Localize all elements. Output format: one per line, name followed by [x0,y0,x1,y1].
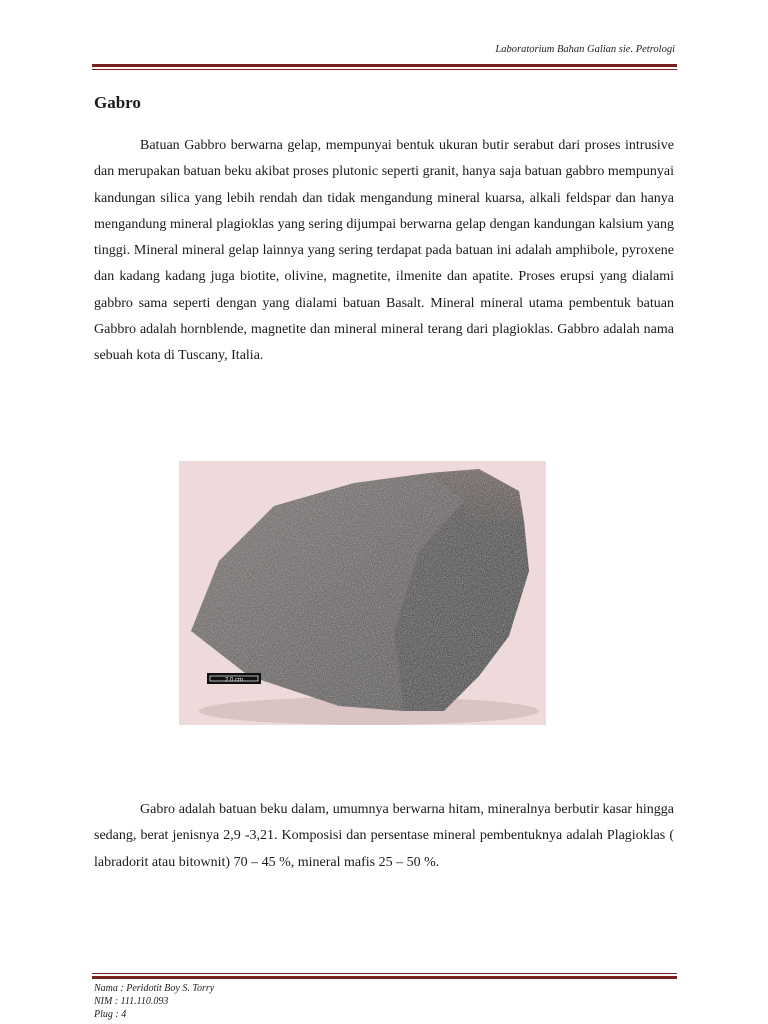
paragraph-composition: Gabro adalah batuan beku dalam, umumnya berwarna hitam, mineralnya berbutir kasar hingga sedang, berat jenisnya 2,9 -3,21. Komposisi dan persentase mineral pembentuknya adalah Plagioklas ( labradorit atau bitownit) 70 – 45 %, mineral mafis 25 – 50 %. [94,802,674,870]
footer-rule-thick [92,976,677,979]
scale-bar-label: 2.0 cm [224,677,244,684]
header-text: Laboratorium Bahan Galian sie. Petrologi [495,44,675,55]
footer-name: Nama : Peridotit Boy S. Torry [94,983,215,994]
header-rule-thin [92,69,677,70]
rock-image [179,461,546,725]
paragraph-intro: Batuan Gabbro berwarna gelap, mempunyai bentuk ukuran butir serabut dari proses intrusive dan merupakan batuan beku akibat proses plutonic seperti granit, hanya saja batuan gabbro mempunyai kandungan silica yang lebih rendah dan tidak mengandung mineral kuarsa, alkali feldspar dan hanya mengandung mineral plagioklas yang sering dijumpai berwarna gelap dengan kandungan kalsium yang tinggi. Mineral mineral gelap lainnya yang sering terdapat pada batuan ini adalah amphibole, pyroxene dan kadang kadang juga biotite, olivine, magnetite, ilmenite dan apatite. Proses erupsi yang dialami gabbro sama seperti dengan yang dialami batuan Basalt. Mineral mineral utama pembentuk batuan Gabbro adalah hornblende, magnetite dan mineral mineral terang dari plagioklas. Gabbro adalah nama sebuah kota di Tuscany, Italia. [94,138,674,364]
header-rule-thick [92,64,677,67]
footer-rule-thin [92,973,677,974]
footer-nim: NIM : 111.110.093 [94,996,169,1007]
gabbro-rock-photo [179,461,546,725]
page-title: Gabro [94,93,141,112]
footer-plug: Plug : 4 [94,1009,127,1020]
